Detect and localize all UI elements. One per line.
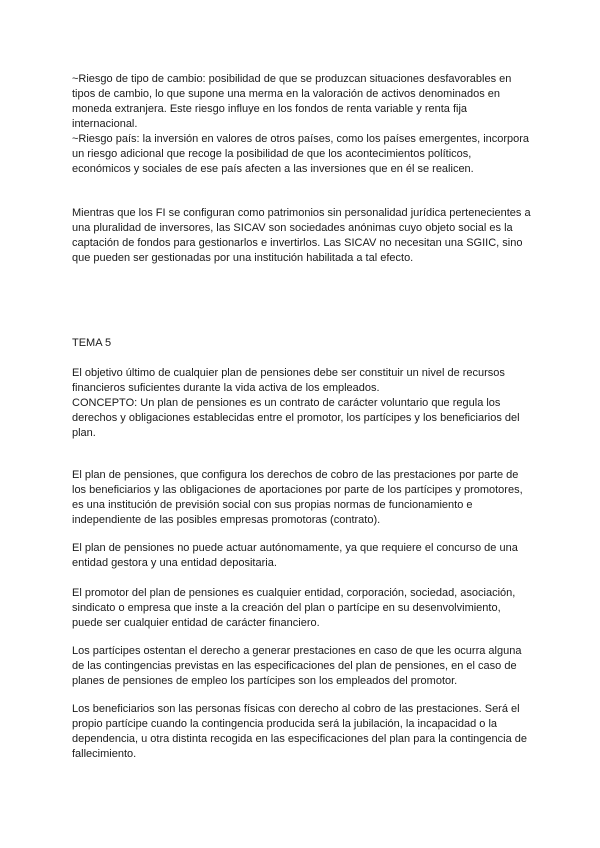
intro-block bbox=[72, 366, 532, 441]
paragraph-riesgo-pais: ~Riesgo país: la inversión en valores de otros países, como los países emergentes, incorpora un riesgo adicional que recoge la posibilidad de que los acontecimientos políticos, económicos y sociales de ese país afecten a las inversiones que en él se realicen. bbox=[72, 133, 530, 175]
paragraph-derechos: El plan de pensiones, que configura los derechos de cobro de las prestaciones por parte de los beneficiarios y las obligaciones de aportaciones por parte de los partícipes y promotores, es una institución de previsión social con sus propias normas de funcionamiento e independiente de las posibles empresas promotoras (contrato). bbox=[72, 469, 523, 526]
paragraph-fi-sicav: Mientras que los FI se configuran como patrimonios sin personalidad jurídica pertenecientes a una pluralidad de inversores, las SICAV son sociedades anónimas cuyo objeto social es la captación de fondos para gestionarlos e invertirlos. Las SICAV no necesitan una SGIIC, sino que pueden ser gestionadas por una institución habilitada a tal efecto. bbox=[72, 207, 531, 264]
paragraph-promotor: El promotor del plan de pensiones es cualquier entidad, corporación, sociedad, asociación, sindicato o empresa que inste a la creación del plan o partícipe en su desenvolvimiento, puede ser cualquier entidad de carácter financiero. bbox=[72, 587, 516, 629]
paragraph-participes: Los partícipes ostentan el derecho a generar prestaciones en caso de que les ocurra alguna de las contingencias previstas en las especificaciones del plan de pensiones, en el caso de planes de pensiones de empleo los partícipes son los empleados del promotor. bbox=[72, 645, 522, 687]
paragraph-concepto: CONCEPTO: Un plan de pensiones es un contrato de carácter voluntario que regula los derechos y obligaciones establecidas entre el promotor, los partícipes y los beneficiarios del plan. bbox=[72, 397, 520, 439]
risk-list bbox=[72, 72, 532, 177]
paragraph-beneficiarios: Los beneficiarios son las personas físicas con derecho al cobro de las prestaciones. Será el propio partícipe cuando la contingencia producida será la jubilación, la incapacidad o la dependencia, u otra distinta recogida en las especificaciones del plan para la contingencia de fallecimiento. bbox=[72, 703, 527, 760]
paragraph-riesgo-tipo-cambio: ~Riesgo de tipo de cambio: posibilidad de que se produzcan situaciones desfavorables en tipos de cambio, lo que supone una merma en la valoración de activos denominados en moneda extranjera. Este riesgo influye en los fondos de renta variable y renta fija internacional. bbox=[72, 73, 512, 130]
section-heading: TEMA 5 bbox=[72, 337, 112, 349]
paragraph-autonomia: El plan de pensiones no puede actuar autónomamente, ya que requiere el concurso de una entidad gestora y una entidad depositaria. bbox=[72, 542, 518, 569]
paragraph-objetivo: El objetivo último de cualquier plan de pensiones debe ser constituir un nivel de recursos financieros suficientes durante la vida activa de los empleados. bbox=[72, 367, 505, 394]
